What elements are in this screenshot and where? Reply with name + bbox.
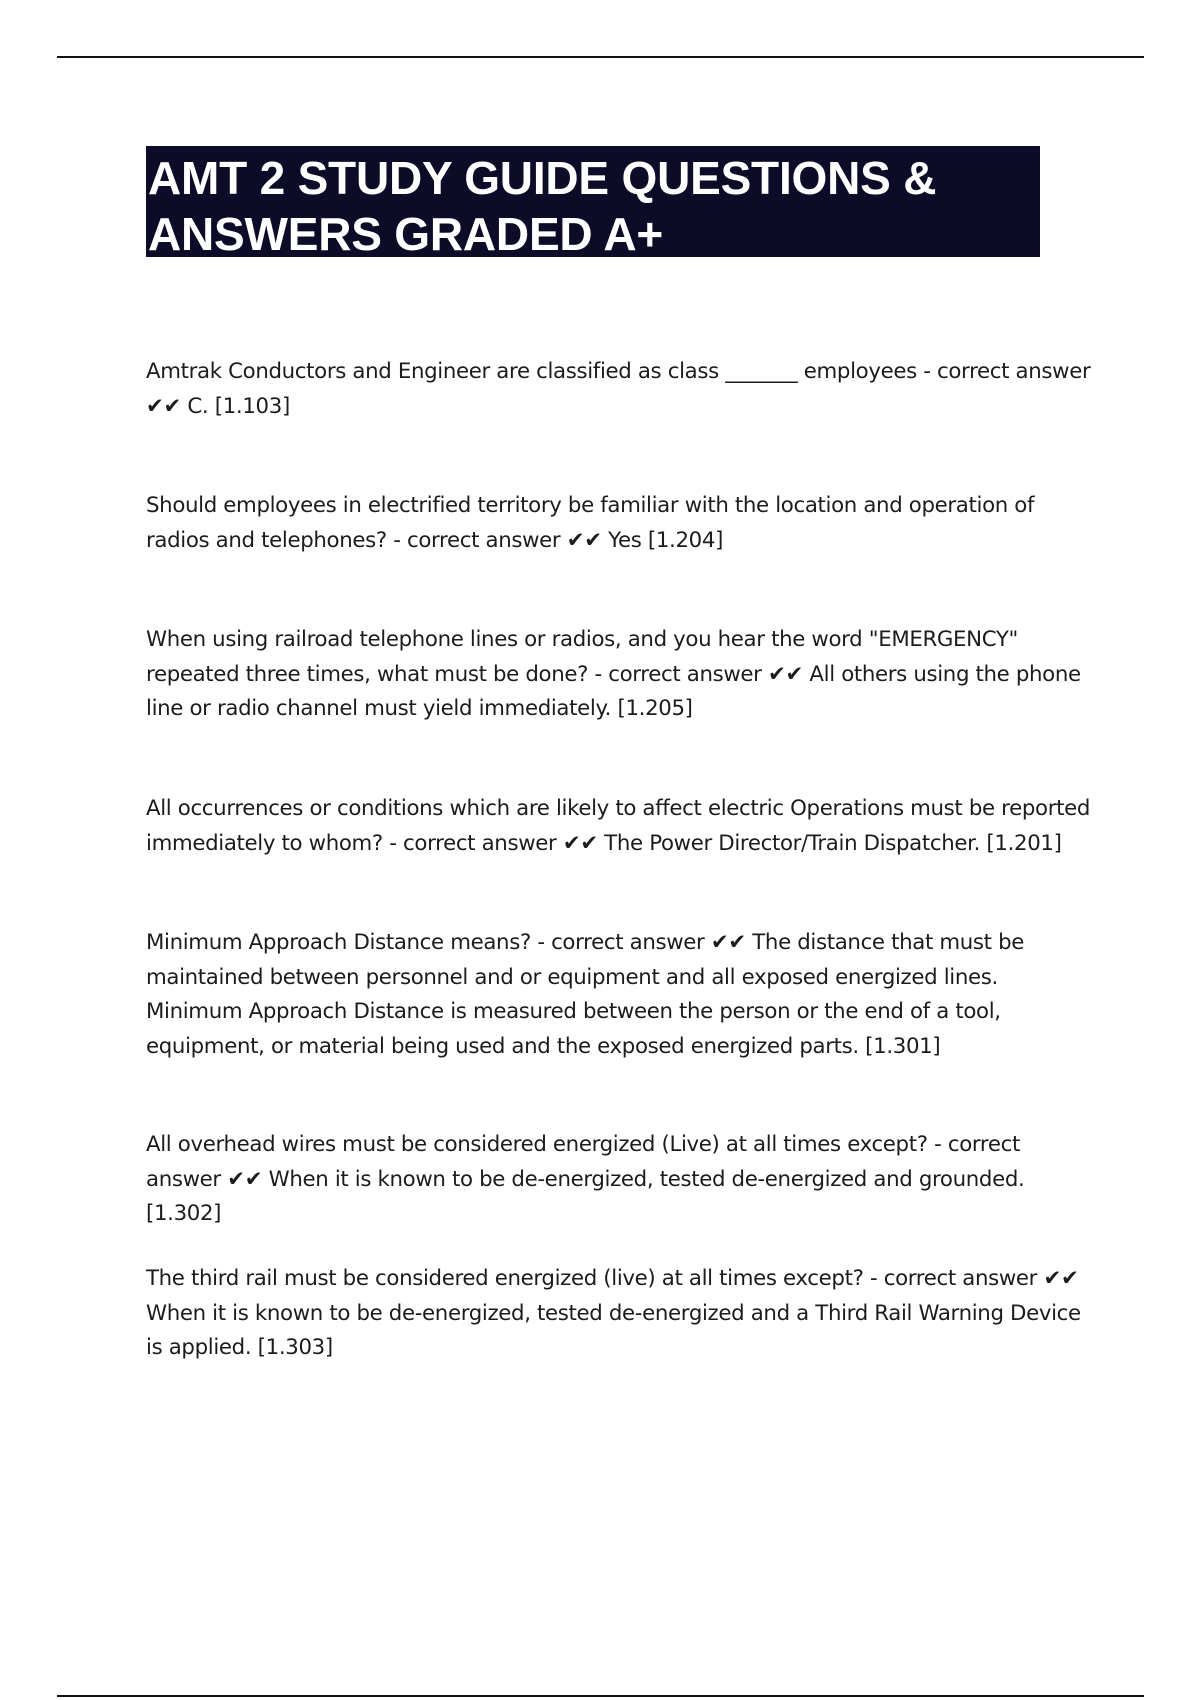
qa-item-1: Amtrak Conductors and Engineer are classified as class _______ employees - correct answer ✔✔ C. [1.103] — [146, 359, 1091, 419]
footer-rule — [57, 1695, 1144, 1697]
qa-item-2: Should employees in electrified territory be familiar with the location and operation of radios and telephones? - correct answer ✔✔ Yes [1.204] — [146, 493, 1035, 553]
qa-item-3: When using railroad telephone lines or radios, and you hear the word "EMERGENCY" repeated three times, what must be done? - correct answer ✔✔ All others using the phone line or radio channel must yield immediately. [1.205] — [146, 627, 1081, 721]
header-rule — [57, 56, 1144, 58]
document-title: AMT 2 STUDY GUIDE QUESTIONS & ANSWERS GRADED A+ — [148, 152, 937, 260]
qa-item-4: All occurrences or conditions which are likely to affect electric Operations must be reported immediately to whom? - correct answer ✔✔ The Power Director/Train Dispatcher. [1.201] — [146, 796, 1091, 856]
qa-item-6: All overhead wires must be considered energized (Live) at all times except? - correct answer ✔✔ When it is known to be de-energized, tested de-energized and grounded. [1.302] — [146, 1132, 1025, 1226]
qa-item-5: Minimum Approach Distance means? - correct answer ✔✔ The distance that must be maintained between personnel and or equipment and all exposed energized lines. Minimum Approach Distance is measured between the person or the end of a tool, equipment, or material being used and the exposed energized parts. [1.301] — [146, 930, 1025, 1059]
qa-item-7: The third rail must be considered energized (live) at all times except? - correct answer ✔✔ When it is known to be de-energized, tested de-energized and a Third Rail Warning Device is applied. [1.303] — [146, 1266, 1081, 1360]
title-banner — [146, 146, 1040, 260]
